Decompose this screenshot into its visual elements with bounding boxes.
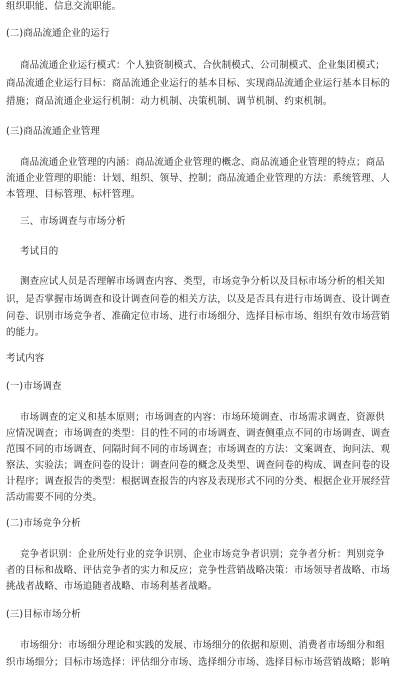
section-heading: (三)目标市场分析 (6, 609, 81, 620)
text-line: 察法、实验法；调查问卷的设计：调查问卷的概念及类型、调查问卷的构成、调查问卷的设 (6, 460, 391, 471)
section-heading: (二)商品流通企业的运行 (6, 28, 110, 39)
section-heading: 考试内容 (6, 353, 45, 364)
section-heading: (三)商品流通企业管理 (6, 126, 101, 137)
text-line: 竞争者识别：企业所处行业的竞争识别、企业市场竞争者识别；竞争者分析：判别竞争 (20, 549, 385, 560)
text-line: 本管理、目标管理、标杆管理。 (6, 189, 141, 200)
text-line: 测查应试人员是否理解市场调查内容、类型，市场竞争分析以及目标市场分析的相关知 (20, 276, 385, 287)
text-line: 措施；商品流通企业运行机制：动力机制、决策机制、调节机制、约束机制。 (6, 96, 333, 107)
text-line: 流通企业管理的职能：计划、组织、领导、控制；商品流通企业管理的方法：系统管理、人 (6, 173, 391, 184)
section-heading: 考试目的 (20, 246, 59, 257)
text-line: 应情况调查；市场调查的类型：目的性不同的市场调查、调查侧重点不同的市场调查、调查 (6, 428, 391, 439)
text-line: 的能力。 (6, 327, 45, 338)
text-line: 范围不同的市场调查、问隔时间不同的市场调查；市场调查的方法：文案调查、询问法、观 (6, 444, 391, 455)
text-line: 商品流通企业运行模式：个人独资制模式、合伙制模式、公司制模式、企业集团模式； (20, 60, 385, 71)
text-line: 问卷、识别市场竞争者、准确定位市场、进行市场细分、选择目标市场、组织有效市场营销 (6, 311, 391, 322)
section-heading: (二)市场竞争分析 (6, 518, 81, 529)
text-line: 活动需要不同的分类。 (6, 492, 103, 503)
text-line: 商品流通企业运行目标：商品流通企业运行的基本目标、实现商品流通企业运行基本目标的 (6, 78, 391, 89)
section-heading: (一)市场调查 (6, 381, 62, 392)
text-line: 计程序；调查报告的类型：根据调查报告的内容及表现形式不同的分类、根据企业开展经营 (6, 476, 391, 487)
text-line: 挑战者战略、市场追随者战略、市场利基者战略。 (6, 581, 218, 592)
text-line: 织市场细分；目标市场选择：评估细分市场、选择细分市场、选择目标市场营销战略；影响 (6, 657, 391, 668)
text-line: 识，是否掌握市场调查和设计调查问卷的相关方法，以及是否具有进行市场调查、设计调查 (6, 294, 391, 305)
text-line: 者的目标和战略、评估竞争者的实力和反应；竞争性营销战略决策：市场领导者战略、市场 (6, 565, 391, 576)
text-line: 商品流通企业管理的内涵：商品流通企业管理的概念、商品流通企业管理的特点；商品 (20, 157, 385, 168)
text-line: 组织职能、信息交流职能。 (6, 1, 122, 12)
text-line: 市场细分：市场细分理论和实践的发展、市场细分的依据和原则、消费者市场细分和组 (20, 640, 385, 651)
text-line: 市场调查的定义和基本原则；市场调查的内容：市场环境调查、市场需求调查、资源供 (20, 412, 385, 423)
chapter-heading: 三、市场调查与市场分析 (20, 216, 126, 227)
